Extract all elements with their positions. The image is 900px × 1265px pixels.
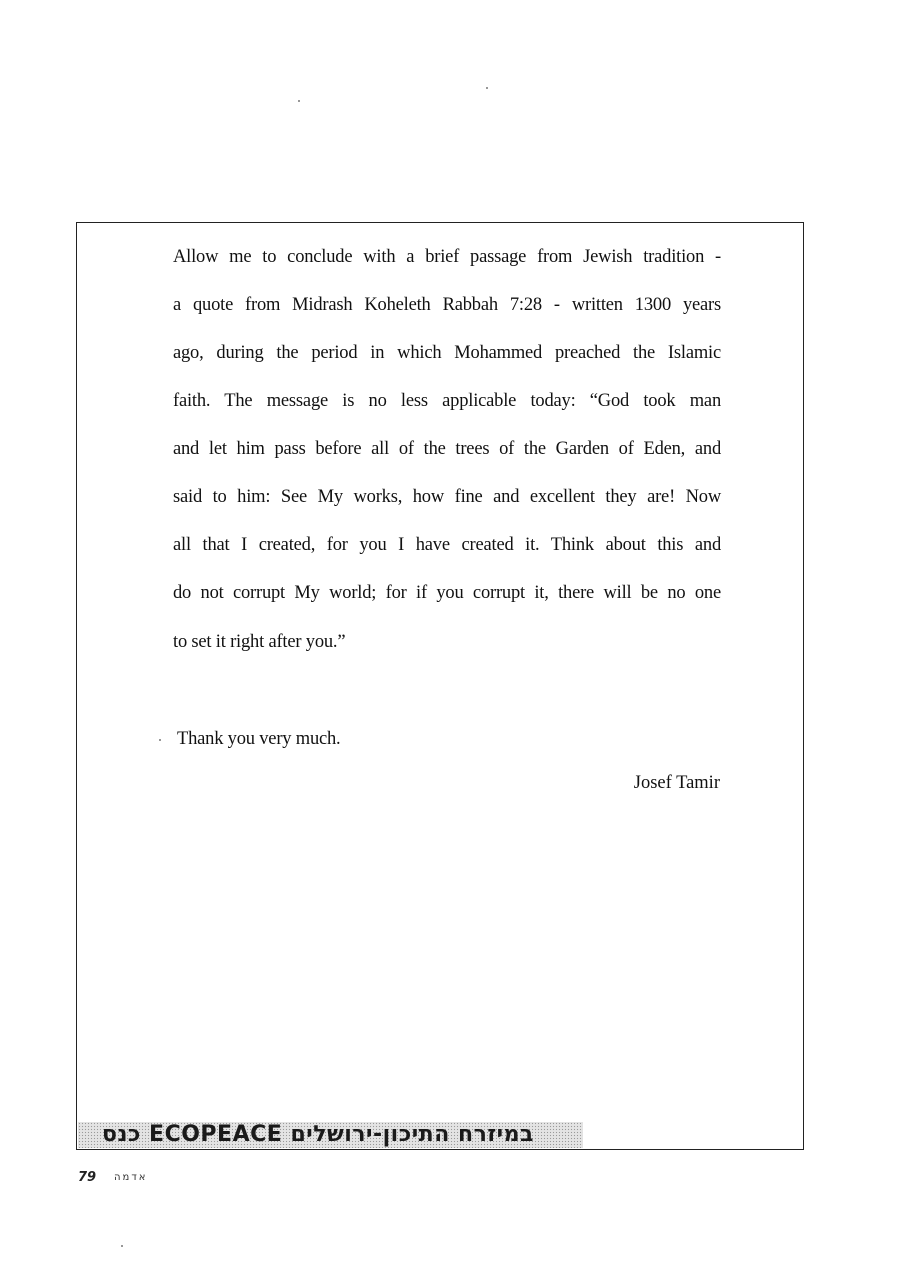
signature: Josef Tamir — [633, 773, 720, 793]
passage-line-8: do not corrupt My world; for if you corrupt it, there will be no one — [173, 583, 721, 603]
scan-speck — [159, 739, 161, 741]
closing-remark: Thank you very much. — [177, 729, 341, 749]
passage-line-6: said to him: See My works, how fine and excellent they are! Now — [173, 487, 721, 507]
passage-line-9: to set it right after you.” — [173, 632, 346, 652]
scan-speck — [486, 87, 488, 89]
footer-banner — [78, 1122, 583, 1148]
scan-speck — [121, 1245, 123, 1247]
page-tag: אדמה — [114, 1172, 148, 1183]
footer-banner-text: כנס ECOPEACE במיזרח התיכון-ירושלים — [102, 1122, 534, 1147]
passage-line-3: ago, during the period in which Mohammed preached the Islamic — [173, 343, 721, 363]
passage-line-7: all that I created, for you I have created it. Think about this and — [173, 535, 721, 555]
passage-line-5: and let him pass before all of the trees of the Garden of Eden, and — [173, 439, 721, 459]
passage-line-4: faith. The message is no less applicable today: “God took man — [173, 391, 721, 411]
passage-line-2: a quote from Midrash Koheleth Rabbah 7:28 - written 1300 years — [173, 295, 721, 315]
passage-line-1: Allow me to conclude with a brief passage from Jewish tradition - — [173, 247, 721, 267]
scan-speck — [298, 100, 300, 102]
page-number: 79 — [78, 1170, 97, 1185]
